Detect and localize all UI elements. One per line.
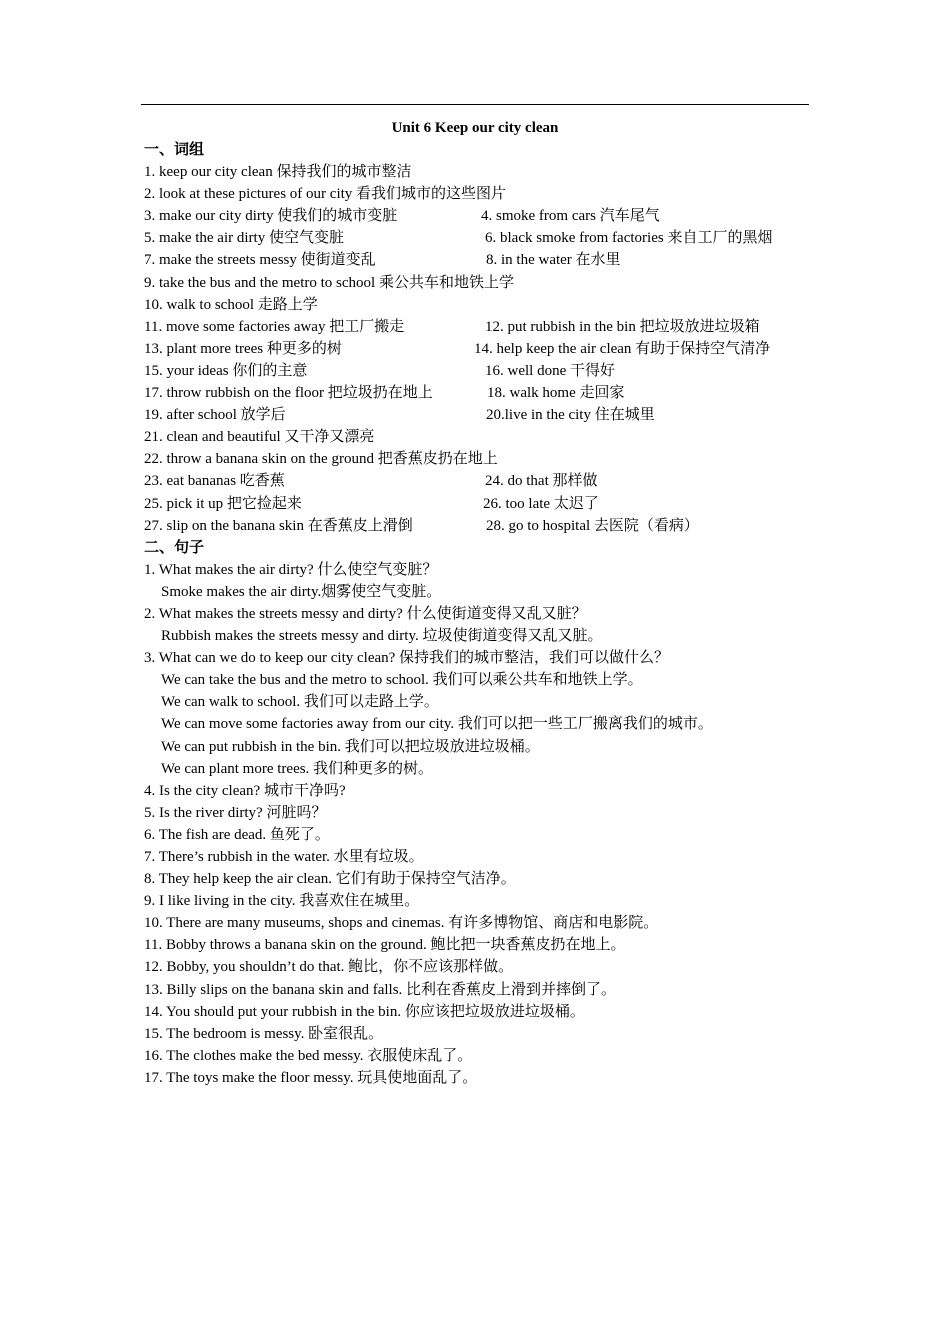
sentence-line: 6. The fish are dead. 鱼死了。 [144, 826, 330, 843]
phrase-row [144, 249, 812, 271]
phrase-row [144, 382, 812, 404]
page-title: Unit 6 Keep our city clean [391, 120, 559, 136]
sentence-line: 10. There are many museums, shops and cinemas. 有许多博物馆、商店和电影院。 [144, 915, 659, 932]
phrase-row [144, 426, 812, 448]
phrase-item: 15. your ideas 你们的主意 [144, 362, 308, 379]
sentences-heading: 二、句子 [144, 539, 205, 556]
sentence-line: Rubbish makes the streets messy and dirty. 垃圾使街道变得又乱又脏。 [161, 628, 603, 645]
phrase-item: 23. eat bananas 吃香蕉 [144, 473, 285, 490]
phrase-item: 26. too late 太迟了 [483, 495, 599, 512]
phrase-item: 24. do that 那样做 [485, 473, 598, 490]
phrase-row [144, 294, 812, 316]
phrase-row [144, 316, 812, 338]
phrase-item: 7. make the streets messy 使街道变乱 [144, 252, 376, 269]
sentence-line: We can put rubbish in the bin. 我们可以把垃圾放进垃圾桶。 [161, 738, 540, 755]
phrase-item: 21. clean and beautiful 又干净又漂亮 [144, 429, 375, 446]
phrase-item: 14. help keep the air clean 有助于保持空气清净 [474, 340, 771, 357]
phrase-item: 11. move some factories away 把工厂搬走 [144, 318, 405, 335]
phrase-item: 8. in the water 在水里 [486, 252, 621, 269]
sentence-line: 12. Bobby, you shouldn’t do that. 鲍比，你不应该那样做。 [144, 959, 514, 976]
phrase-item: 20.live in the city 住在城里 [486, 407, 655, 424]
phrase-item: 10. walk to school 走路上学 [144, 296, 318, 313]
sentence-line: 14. You should put your rubbish in the bin. 你应该把垃圾放进垃圾桶。 [144, 1003, 585, 1020]
sentence-line: We can plant more trees. 我们种更多的树。 [161, 760, 434, 777]
sentence-line: 11. Bobby throws a banana skin on the ground. 鲍比把一块香蕉皮扔在地上。 [144, 937, 626, 954]
phrase-row [144, 404, 812, 426]
sentence-line: Smoke makes the air dirty.烟雾使空气变脏。 [161, 583, 442, 600]
sentence-line: 7. There’s rubbish in the water. 水里有垃圾。 [144, 849, 424, 865]
phrase-row [144, 470, 812, 492]
phrase-item: 25. pick it up 把它捡起来 [144, 495, 302, 512]
phrase-row [144, 448, 812, 470]
phrase-item: 17. throw rubbish on the floor 把垃圾扔在地上 [144, 385, 433, 402]
phrase-row [144, 360, 812, 382]
header-rule [141, 104, 809, 105]
sentence-line: 1. What makes the air dirty? 什么使空气变脏？ [144, 561, 438, 578]
phrase-item: 9. take the bus and the metro to school 乘公共车和地铁上学 [144, 274, 514, 291]
phrase-item: 1. keep our city clean 保持我们的城市整洁 [144, 164, 412, 181]
sentence-line: We can walk to school. 我们可以走路上学。 [161, 694, 439, 711]
document-body [144, 139, 812, 1089]
phrase-item: 28. go to hospital 去医院（看病） [486, 517, 699, 534]
sentence-line: 8. They help keep the air clean. 它们有助于保持空气洁净。 [144, 871, 516, 888]
phrase-item: 22. throw a banana skin on the ground 把香蕉皮扔在地上 [144, 451, 498, 468]
sentence-line: 9. I like living in the city. 我喜欢住在城里。 [144, 893, 420, 910]
phrase-row [144, 161, 812, 183]
sentence-line: We can take the bus and the metro to school. 我们可以乘公共车和地铁上学。 [161, 672, 643, 689]
phrase-item: 16. well done 干得好 [485, 362, 615, 379]
sentence-line: 16. The clothes make the bed messy. 衣服使床乱了。 [144, 1047, 473, 1064]
sentence-line: 13. Billy slips on the banana skin and falls. 比利在香蕉皮上滑到并摔倒了。 [144, 981, 617, 998]
phrase-item: 4. smoke from cars 汽车尾气 [481, 208, 660, 225]
phrase-item: 19. after school 放学后 [144, 407, 286, 424]
phrase-row [144, 515, 812, 537]
phrase-item: 12. put rubbish in the bin 把垃圾放进垃圾箱 [485, 318, 760, 335]
phrase-item: 3. make our city dirty 使我们的城市变脏 [144, 208, 398, 225]
phrase-item: 27. slip on the banana skin 在香蕉皮上滑倒 [144, 517, 413, 534]
sentence-line: 4. Is the city clean? 城市干净吗? [144, 782, 346, 799]
phrases-heading: 一、词组 [144, 142, 205, 158]
phrase-row [144, 183, 812, 205]
phrase-row [144, 338, 812, 360]
sentence-line: We can move some factories away from our city. 我们可以把一些工厂搬离我们的城市。 [161, 716, 713, 733]
phrase-item: 13. plant more trees 种更多的树 [144, 340, 342, 357]
phrase-item: 2. look at these pictures of our city 看我们城市的这些图片 [144, 186, 507, 203]
phrase-item: 18. walk home 走回家 [487, 385, 625, 402]
phrase-item: 5. make the air dirty 使空气变脏 [144, 230, 344, 247]
sentence-line: 3. What can we do to keep our city clean? 保持我们的城市整洁，我们可以做什么？ [144, 650, 670, 667]
phrase-row [144, 205, 812, 227]
sentence-line: 17. The toys make the floor messy. 玩具使地面乱了。 [144, 1069, 478, 1086]
phrase-row [144, 493, 812, 515]
phrase-row [144, 227, 812, 249]
phrase-item: 6. black smoke from factories 来自工厂的黑烟 [485, 230, 773, 247]
sentence-line: 15. The bedroom is messy. 卧室很乱。 [144, 1025, 384, 1042]
sentence-line: 5. Is the river dirty? 河脏吗？ [144, 804, 327, 821]
phrase-row [144, 272, 812, 294]
sentence-line: 2. What makes the streets messy and dirty? 什么使街道变得又乱又脏？ [144, 605, 587, 622]
